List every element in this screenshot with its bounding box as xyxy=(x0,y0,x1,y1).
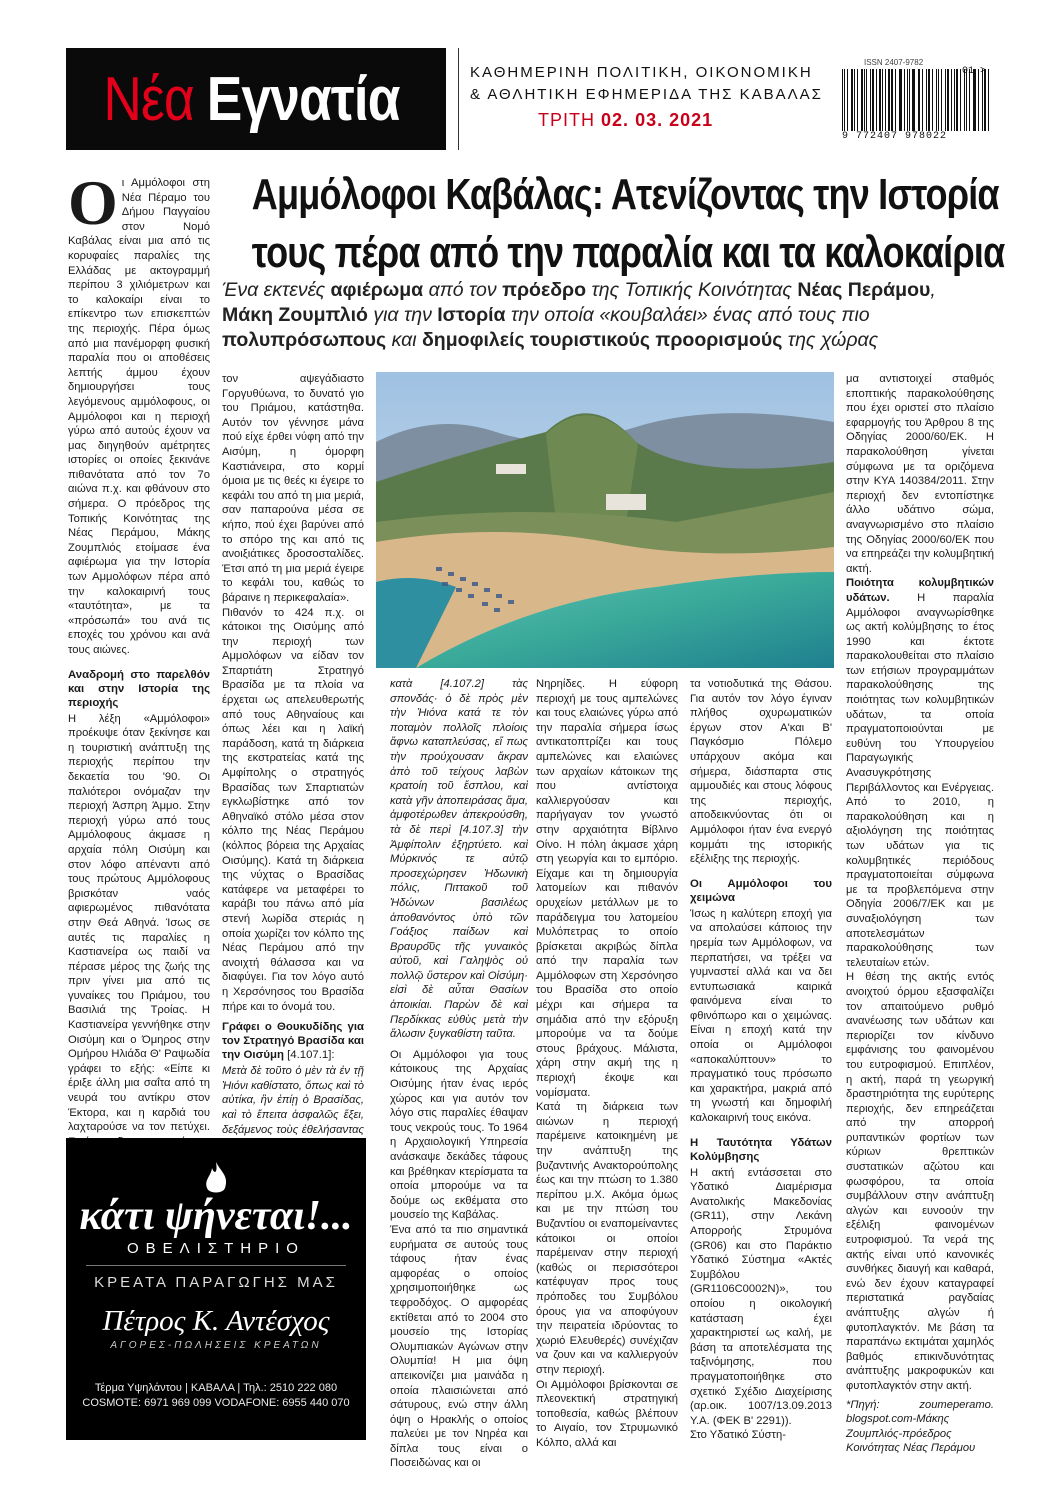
barcode-bar xyxy=(974,69,975,131)
ad-contact xyxy=(66,1381,366,1411)
issue-code: 01 > xyxy=(962,66,987,77)
barcode-bar xyxy=(899,69,900,131)
col2-quote: Μετὰ δὲ τοῦτο ὁ μὲν τὰ ἐν τῇ Ἠιόνι καθίστατο, ὅπως καὶ τὸ αὐτίκα, ἢν ἐπίῃ ὁ Βρασίδας, καὶ τὸ ἔπειτα ἀσφαλῶς ἕξει, δεξάμενος τοὺς ἐθελήσαντας xyxy=(222,1065,364,1136)
subhead-bold: δημοφιλείς τουριστικούς προορισμούς xyxy=(421,329,783,351)
barcode-bar xyxy=(866,69,867,131)
col5-paragraph: Στο Υδατικό Σύστη- xyxy=(690,1429,786,1442)
barcode-bar xyxy=(922,69,923,131)
barcode-bar xyxy=(988,69,989,131)
col4-paragraph: Οι Αμμόλοφοι βρίσκονται σε πλεονεκτική στρατηγική τοποθεσία, καθώς βλέπουν το Αιγαίο, τον Στρυμωνικό Κόλπο, αλλά και xyxy=(536,1378,678,1449)
barcode-bar xyxy=(947,69,948,131)
subhead-bold: Μάκη Ζουμπλιό xyxy=(222,304,368,326)
barcode-bar xyxy=(964,69,965,131)
ad-address: Τέρμα Υψηλάντου | ΚΑΒΑΛΑ | Τηλ.: 2510 222 080 xyxy=(94,1382,338,1394)
barcode-bar xyxy=(854,69,855,131)
barcode-bar xyxy=(982,69,983,131)
weekday: ΤΡΙΤΗ xyxy=(538,110,595,130)
barcode-bar xyxy=(912,69,914,131)
beach-aerial-photo xyxy=(376,372,834,668)
subhead-text: για την xyxy=(367,304,438,326)
col5-paragraph: τα νοτιοδυτικά της Θάσου. Για αυτόν τον λόγο έγιναν πλήθος οχυρωματικών έργων στον Α'και Β' Παγκόσμιο Πόλεμο υπάρχουν ακόμα και σήμερα, διάσπαρτα στις αμμουδιές και στους λόφους της περιοχής, αποδεικνύοντας ότι οι Αμμόλοφοι ήταν ένα ενεργό κομμάτι της ιστορικής εξέλιξης της περιοχής. xyxy=(690,678,832,866)
barcode-bar xyxy=(919,69,920,131)
barcode-bar xyxy=(891,69,893,131)
barcode-bar xyxy=(956,69,958,131)
beach-photo-illustration xyxy=(376,372,834,668)
subhead-text: Ένα εκτενές xyxy=(222,279,331,301)
col6-paragraph: Η θέση της ακτής εντός ανοιχτού όρμου εξασφαλίζει τον απαιτούμενο ρυθμό ανανέωσης των υδάτων και περιορίζει τον κίνδυνο εμφάνισης του φαινομένου του ευτροφισμού. Επιπλέον, η ακτή, παρά τη γεωργική δραστηριότητα της ευρύτερης περιοχής, δεν επηρεάζεται από την απορροή ρυπαντικών φορτίων των κύριων θρεπτικών συστατικών αζώτου και φωσφόρου, τα οποία συμβάλλουν στην ανάπτυξη αλγών και ευνοούν την εξέλιξη φαινομένων ευτροφισμού. Τα νερά της ακτής είναι υπό κανονικές συνθήκες διαυγή και καθαρά, ενώ δεν έχουν καταγραφεί περιστατικά ραγδαίας ανάπτυξης αλγών ή φυτοπλαγκτόν. Με βάση τα παραπάνω εκτιμάται χαμηλός βαθμός επικινδυνότητας ανάπτυξης μακροφυκών και φυτοπλαγκτόν στην ακτή. xyxy=(846,971,994,1392)
masthead-logo xyxy=(66,48,446,150)
ad-tagline: ΚΡΕΑΤΑ ΠΑΡΑΓΩΓΗΣ ΜΑΣ xyxy=(94,1274,338,1291)
barcode-bar xyxy=(876,69,877,131)
barcode-bar xyxy=(851,69,853,131)
barcode-bar xyxy=(872,69,874,131)
flame-icon xyxy=(66,1160,366,1196)
barcode-bar xyxy=(885,69,886,131)
source-credit: *Πηγή: zoumeperamo. blogspot.com-Μάκης Ζουμπλιός-πρόεδρος Κοινότητας Νέας Περάμου xyxy=(846,1398,994,1455)
barcode-bar xyxy=(926,69,927,131)
date-year: 2021 xyxy=(669,110,714,130)
barcode-bar xyxy=(960,69,961,131)
col5-paragraph: Η ακτή εντάσσεται στο Υδατικό Διαμέρισμα Ανατολικής Μακεδονίας (GR11), στην Λεκάνη Απορροής Στρυμόνα (GR06) και στο Παράκτιο Υδατικό Σύστημα «Ακτές Συμβόλου (GR1106C0002N)», του οποίου η οικολογική κατάσταση έχει χαρακτηριστεί ως καλή, με βάση τα αποτελέσματα της ταξινόμησης, που πραγματοποιήθηκε στο σχετικό Σχέδιο Διαχείρισης (αρ.οικ. 1007/13.09.2013 Υ.Α. (ΦΕΚ Β' 2291)). xyxy=(690,1166,832,1427)
col4-paragraph: Κατά τη διάρκεια των αιώνων η περιοχή παρέμεινε κατοικημένη με την ανάπτυξη της βυζαντινής Ανακτορούπολης έως και την πτώση το 1.380 περίπου μ.Χ. Ακόμα όμως και με την πτώση του Βυζαντίου οι εναπομείναντες κάτοικοι οι οποίοι παρέμειναν στην περιοχή (καθώς οι περισσότεροι κατέφυγαν προς τους πρόποδες του Συμβόλου όρους για να αποφύγουν την πειρατεία ιδρύοντας το χωριό Ελευθερές) συνέχιζαν να ζουν και να καλλιεργούν στην περιοχή. xyxy=(536,1101,678,1376)
ad-business-type: ΑΓΟΡΕΣ-ΠΩΛΗΣΕΙΣ ΚΡΕΑΤΩΝ xyxy=(110,1340,322,1351)
barcode-bar xyxy=(864,69,865,131)
barcode-bar xyxy=(973,69,974,131)
ad-brand: κάτι ψήνεται!... xyxy=(79,1193,353,1239)
ad-owner-name: Πέτρος Κ. Αντέσχος xyxy=(102,1305,330,1337)
col6-paragraph xyxy=(846,576,994,970)
barcode-bar xyxy=(918,69,919,131)
barcode-bar xyxy=(936,69,937,131)
barcode-bar xyxy=(842,69,843,131)
article-column-5 xyxy=(690,677,832,1443)
subhead-bold: Νέας Περάμου xyxy=(797,279,931,301)
subhead-bold: αφιέρωμα xyxy=(330,279,424,301)
col6-text: Η παραλία Αμμόλοφοι αναγνωρίσθηκε ως ακτή κολύμβησης το έτος 1990 και έκτοτε παρακολουθείται στο πλαίσιο των ετήσιων προγραμμάτων παρακολούθησης της ποιότητας των κολυμβητικών υδάτων, τα οποία πραγματοποιούνται με ευθύνη του Υπουργείου Παραγωγικής Ανασυγκρότησης Περιβάλλοντος και Ενέργειας. Από το 2010, η παρακολούθηση και η αξιολόγηση της ποιότητας των υδάτων για τις κολυμβητικές περιόδους πραγματοποιείται σύμφωνα με τα προβλεπόμενα στην Οδηγία 2006/7/ΕΚ και με συναξιολόγηση των αποτελεσμάτων παρακολούθησης των τελευταίων ετών. xyxy=(846,591,994,969)
subhead-bold: Ιστορία xyxy=(437,304,506,326)
barcode-bar xyxy=(941,69,942,131)
col2-reference: [4.107.1]: xyxy=(283,1049,335,1062)
subhead-text: της Τοπικής Κοινότητας xyxy=(586,279,798,301)
barcode-bar xyxy=(938,69,939,131)
barcode-bar xyxy=(895,69,896,131)
col6-subheading: Ποιότητα κολυμβητικών υδάτων. xyxy=(846,577,994,604)
col1-paragraph: ι Αμμόλοφοι στη Νέα Πέραμο του Δήμου Παγγαίου στον Νομό Καβάλας είναι μια από τις κορυφαίες παραλίες της Ελλάδας με ακτογραμμή περίπου 3 χιλιόμετρων και το καλοκαίρι είναι το επίκεντρο των επισκεπτών της περιοχής. Πέρα όμως από μια πανέμορφη φυσική παραλία που οι αποθέσεις λεπτής άμμου έχουν δημιουργήσει τους λεγόμενους αμμόλοφους, οι Αμμόλοφοι και η περιοχή γύρω από αυτούς έχουν να μας διηγηθούν αμέτρητες ιστορίες οι οποίες ξεκινάνε πιθανότατα από τον 7ο αιώνα π.χ. και φθάνουν στο σήμερα. Ο πρόεδρος της Τοπικής Κοινότητας της Νέας Περάμου, Μάκης Ζουμπλιός ετοίμασε ένα αφιέρωμα για την Ιστορία των Αμμολόφων πέρα από την καλοκαιρινή τους «ταυτότητα», με τα «πρόσωπά» του ανά τις εποχές του χρόνου και ανά τους αιώνες. xyxy=(68,177,210,656)
advertisement xyxy=(66,1138,366,1440)
ad-subtitle: ΟΒΕΛΙΣΤΗΡΙΟ xyxy=(127,1240,305,1257)
col2-paragraph: Πιθανόν το 424 π.χ. οι κάτοικοι της Οισύμης από την περιοχή των Αμμολόφων να είδαν τον Σπαρτιάτη Στρατηγό Βρασίδα με τα πλοία να έρχεται ως απελευθερωτής από τους Αθηναίους και όπως λέει και η λαϊκή παράδοση, κατά τη διάρκεια της εκστρατείας κατά της Αμφίπολης ο στρατηγός Βρασίδας των Σπαρτιατών εγκλωβίστηκε από τον Αθηναϊκό στόλο μέσα στον κόλπο της Νέας Περάμου (κόλπος βόρεια της Αρχαίας Οισύμης). Κατά τη διάρκεια της νύχτας ο Βρασίδας κατάφερε να μεταφέρει το καράβι του πάνω από μία στενή λωρίδα στεριάς η οποία χωρίζει τον κόλπο της Νέας Περάμου από την ανοιχτή θάλασσα και να διαφύγει. Για τον λόγο αυτό η Χερσόνησος του Βρασίδα πήρε και το όνομά του. xyxy=(222,606,364,1013)
barcode-bar xyxy=(904,69,905,131)
barcode-bar xyxy=(954,69,955,131)
col5-paragraph: Ίσως η καλύτερη εποχή για να απολαύσει κάποιος την ηρεμία των Αμμόλοφων, να περπατήσει, να τρέξει να γυμναστεί αλλά και να δει εντυπωσιακά καιρικά φαινόμενα είναι το φθινόπωρο και ο χειμώνας. Είναι η εποχή κατά την οποία οι Αμμόλοφοι «αποκαλύπτουν» το πραγματικό τους πρόσωπο και χαρακτήρα, μακριά από τη γνωστή και δημοφιλή καλοκαιρινή τους εικόνα. xyxy=(690,907,832,1125)
subhead-bold: πολυπρόσωπους xyxy=(222,329,387,351)
headline-line2: τους πέρα από την παραλία και τα καλοκαίρια xyxy=(251,228,1005,277)
barcode-bars xyxy=(842,69,992,131)
col3-paragraph: Ένα από τα πιο σημαντικά ευρήματα σε αυτούς τους τάφους ήταν ένας αμφορέας ο οποίος χρησιμοποιήθηκε ως τεφροδόχος. Ο αμφορέας εκτίθεται από το 2004 στο μουσείο της Ιστορίας Ολυμπιακών Αγώνων στην Ολυμπία! Η μια όψη απεικονίζει μια μαινάδα η οποία πλαισιώνεται από σάτυρους, ενώ στην άλλη όψη ο Ηρακλής ο οποίος παλεύει με τον Νηρέα και δίπλα τους είναι ο Ποσειδώνας και οι xyxy=(390,1223,528,1470)
barcode-bar xyxy=(882,69,883,131)
col3-quote: κατὰ [4.107.2] τὰς σπονδάς· ὁ δὲ πρὸς μὲν τὴν Ἠιόνα κατά τε τὸν ποταμὸν πολλοῖς πλοίοις ἄφνω καταπλεύσας, εἴ πως τὴν προύχουσαν ἄκραν ἀπὸ τοῦ τείχους λαβὼν κρατοίη τοῦ ἔσπλου, καὶ κατὰ γῆν ἀποπειράσας ἅμα, ἀμφοτέρωθεν ἀπεκρούσθη, τὰ δὲ περὶ [4.107.3] τὴν Ἀμφίπολιν ἐξηρτύετο. καὶ Μύρκινός τε αὐτῷ προσεχώρησεν Ἠδωνικὴ πόλις, Πιττακοῦ τοῦ Ἠδώνων βασιλέως ἀποθανόντος ὑπὸ τῶν Γοάξιος παίδων καὶ Βραυρο͂ῦς τῆς γυναικὸς αὐτοῦ, καὶ Γαληψὸς οὐ πολλῷ ὕστερον καὶ Οἰσύμη· εἰσὶ δὲ αὗται Θασίων ἀποικίαι. Παρὼν δὲ καὶ Περδίκκας εὐθὺς μετὰ τὴν ἅλωσιν ξυγκαθίστη ταῦτα. xyxy=(390,678,528,1041)
article-column-2 xyxy=(222,372,364,1152)
col1-paragraph: Η λέξη «Αμμόλοφοι» προέκυψε όταν ξεκίνησε και η τουριστική ανάπτυξη της περιοχής περίπου την δεκαετία του '90. Οι παλιότεροι ονόμαζαν την περιοχή Άσπρη Άμμο. Στην περιοχή γύρω από τους Αμμόλοφους άκμασε η αρχαία πόλη Οισύμη και στον λόφο απέναντι από τους πρώτους Αμμόλοφους βρισκόταν ναός αφιερωμένος πιθανότατα στην Θεά Αθηνά. Ίσως σε αυτές τις παραλίες η Καστιανείρα ως παιδί να πέρασε μέρος της ζωής της πριν γίνει μια από τις γυναίκες του Πριάμου, του Βασιλιά της Τροίας. Η Καστιανείρα γεννήθηκε στην Οισύμη και ο Όμηρος στην Ομήρου Ηλιάδα Θ' Ραψωδία γράφει το εξής: «Είπε κι έριξε άλλη μια σαΐτα από τη νευρά του αντίκρυ στον Έκτορα, και η καρδιά του λαχταρούσε να τον πετύχει. xyxy=(68,712,210,1134)
barcode-bar xyxy=(978,69,979,131)
col2-subheading-text: Γράφει ο Θουκυδίδης για τον Στρατηγό Βρασίδα και την Οισύμη xyxy=(222,1021,364,1062)
subhead-text: από τον xyxy=(423,279,503,301)
barcode-bar xyxy=(984,69,986,131)
subhead-text: , xyxy=(930,279,936,301)
col3-paragraph: Οι Αμμόλοφοι για τους κάτοικους της Αρχαίας Οισύμης ήταν ένας ιερός χώρος και για αυτόν τον λόγο στις παραλίες έθαψαν τους νεκρούς τους. Το 1964 η Αρχαιολογική Υπηρεσία ανάσκαψε δεκάδες τάφους και βρέθηκαν κτερίσματα τα οποία μπορούμε να τα δούμε ως εκθέματα στο μουσείο της Καβάλας. xyxy=(390,1048,528,1222)
barcode-bar xyxy=(966,69,967,131)
headline-line1: Αμμόλοφοι Καβάλας: Ατενίζοντας την Ιστορία xyxy=(251,170,999,219)
article-column-3 xyxy=(390,677,528,1471)
barcode-bar xyxy=(909,69,910,131)
barcode-bar xyxy=(907,69,908,131)
col5-subheading: Η Ταυτότητα Υδάτων Κολύμβησης xyxy=(690,1136,832,1163)
masthead-tagline xyxy=(470,62,830,106)
date-month: 03 xyxy=(635,110,658,130)
barcode-bar xyxy=(888,69,889,131)
barcode-bar xyxy=(857,69,858,131)
col5-subheading: Οι Αμμόλοφοι του χειμώνα xyxy=(690,877,832,904)
subhead-text: της χώρας xyxy=(782,329,879,351)
col4-paragraph: Νηρηίδες. Η εύφορη περιοχή με τους αμπελώνες και τους ελαιώνες γύρω από την παραλία σήμερα ίσως αντικατοπτρίζει και τους αμπελώνες και ελαιώνες των αρχαίων κάτοικων της που αντίστοιχα καλλιεργούσαν και παρήγαγαν τον γνωστό στην αρχαιότητα Βίβλινο Οίνο. Η πόλη άκμασε χάρη στη γεωργία και το εμπόριο. Είχαμε και τη δημιουργία λατομείων και πιθανόν ορυχείων μετάλλων με το παράδειγμα του λατομείου Μυλόπετρας το οποίο βρίσκεται ακριβώς δίπλα από την παραλία των Αμμόλοφων στη Χερσόνησο του Βρασίδα στο οποίο μέχρι και σήμερα τα σημάδια από την εξόρυξη μπορούμε να τα δούμε στους βράχους. Μάλιστα, χάρη στην ακμή της η περιοχή έκοψε και νομίσματα. xyxy=(536,678,678,1099)
ad-phones: COSMOTE: 6971 969 099 VODAFONE: 6955 440 070 xyxy=(82,1397,350,1409)
tagline-line1: ΚΑΘΗΜΕΡΙΝΗ ΠΟΛΙΤΙΚΗ, ΟΙΚΟΝΟΜΙΚΗ xyxy=(470,64,813,81)
barcode-bar xyxy=(928,69,930,131)
article-subheadline xyxy=(222,278,992,353)
ad-divider xyxy=(86,1265,346,1266)
subhead-text: και xyxy=(386,329,422,351)
col6-paragraph: μα αντιστοιχεί σταθμός εποπτικής παρακολούθησης που έχει οριστεί στο πλαίσιο εφαρμογής του Άρθρου 8 της Οδηγίας 2000/60/ΕΚ. Η παρακολούθηση γίνεται σύμφωνα με τα οριζόμενα στην ΚΥΑ 140384/2011. Στην περιοχή δεν εντοπίστηκε άλλο υδάτινο σώμα, αναγνωρισμένο στο πλαίσιο της Οδηγίας 2000/60/ΕΚ που να επηρεάζει την κολυμβητική ακτή. xyxy=(846,373,994,575)
subhead-bold: πρόεδρο xyxy=(502,279,587,301)
date-day: 02 xyxy=(601,110,624,130)
barcode-bar xyxy=(879,69,880,131)
barcode-bar xyxy=(945,69,946,131)
barcode-bar xyxy=(847,69,848,131)
tagline-line2: & ΑΘΛΗΤΙΚΗ ΕΦΗΜΕΡΙΔΑ ΤΗΣ ΚΑΒΑΛΑΣ xyxy=(470,86,823,103)
barcode-bar xyxy=(861,69,862,131)
barcode-bar xyxy=(932,69,933,131)
barcode-bar xyxy=(969,69,970,131)
article-column-4 xyxy=(536,677,678,1450)
issn-label: ISSN 2407-9782 xyxy=(864,58,924,67)
article-column-1 xyxy=(68,167,210,1179)
dateline: ΤΡΙΤΗ 02. 03. 2021 xyxy=(538,110,714,130)
masthead-divider xyxy=(458,48,459,150)
article-column-6 xyxy=(846,372,994,1456)
logo-nea: Νέα xyxy=(103,64,195,134)
logo-egnatia: Εγνατία xyxy=(207,64,401,134)
barcode-bar xyxy=(900,69,901,131)
drop-cap: Ο xyxy=(68,167,118,238)
col2-subheading xyxy=(222,1020,364,1062)
col2-paragraph: τον αψεγάδιαστο Γοργυθύωνα, το δυνατό γιο του Πριάμου, κατάστηθα. Αυτόν τον γέννησε μάνα πού είχε έρθει νύφη από την Αισύμη, η όμορφη Καστιάνειρα, στο κορμί όμοια με τις θεές κι έγειρε το κεφάλι του από τη μια μεριά, σαν παπαρούνα μέσα σε κήπο, πού έχει βαρύνει από το σπόρο της και από τις ανοιξιάτικες δροσοσταλίδες. Έτσι από τη μια μεριά έγειρε το κεφάλι του, καθώς το βάραινε η περικεφαλαία». xyxy=(222,373,364,604)
col1-subheading: Αναδρομή στο παρελθόν και στην Ιστορία της περιοχής xyxy=(68,668,210,709)
article-headline xyxy=(178,166,1005,282)
barcode-bar xyxy=(951,69,952,131)
barcode-bar xyxy=(870,69,871,131)
subhead-text: την οποία «κουβαλάει» ένας από τους πιο xyxy=(505,304,870,326)
barcode-number: 9 772407 978022 xyxy=(842,131,948,142)
barcode-bar xyxy=(844,69,845,131)
